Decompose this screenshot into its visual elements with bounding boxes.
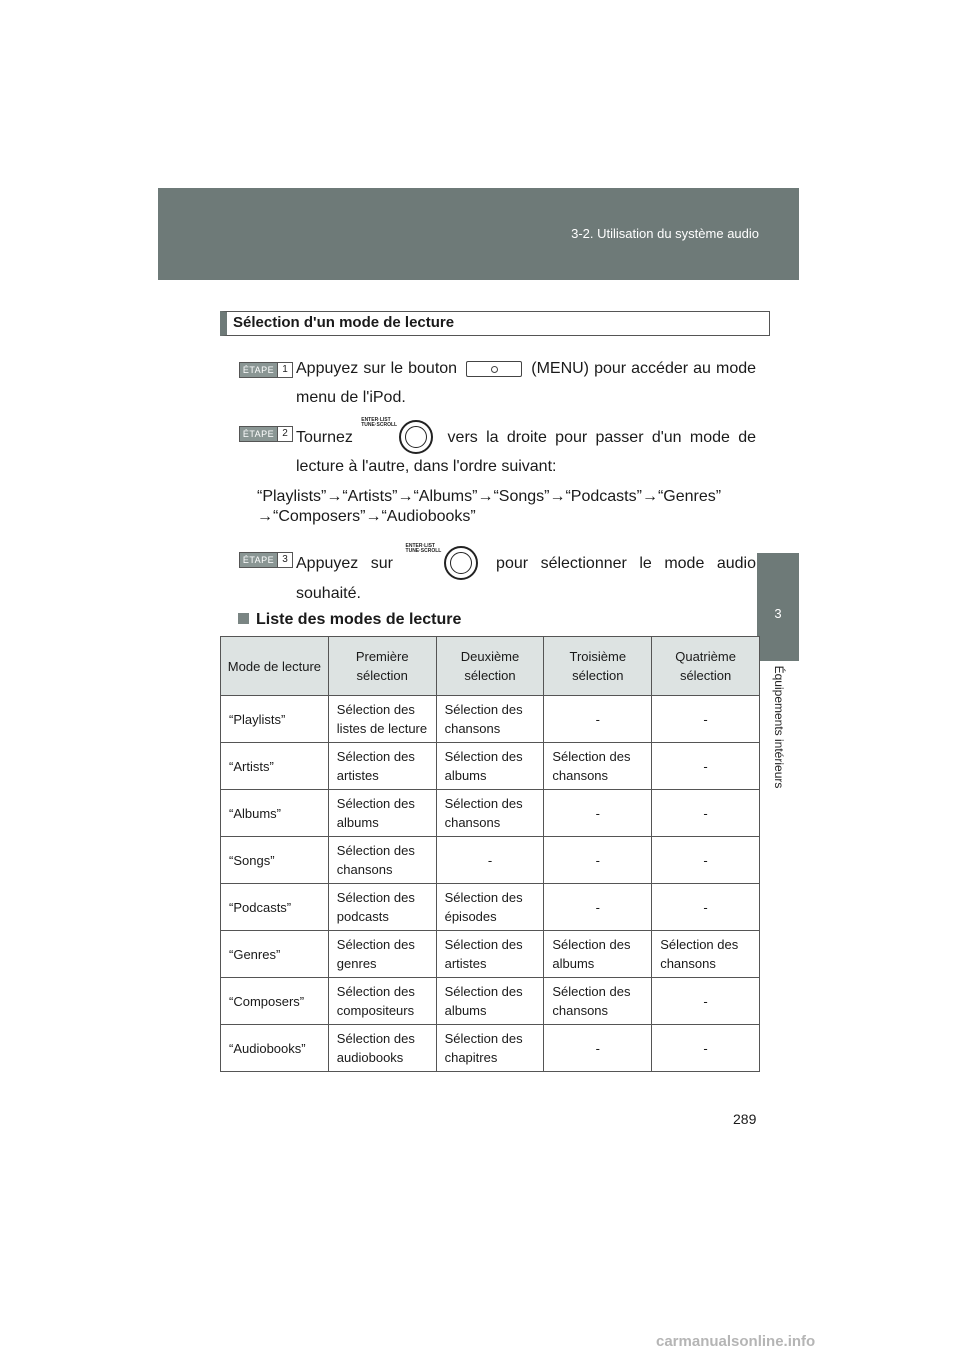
table-cell: “Audiobooks” — [221, 1025, 329, 1072]
table-cell: Sélection des albums — [436, 978, 544, 1025]
chapter-header-bar — [158, 188, 799, 280]
step-2-line2: lecture à l'autre, dans l'ordre suivant: — [296, 458, 557, 475]
table-cell: “Songs” — [221, 837, 329, 884]
table-cell: “Artists” — [221, 743, 329, 790]
table-cell: Sélection des chansons — [544, 978, 652, 1025]
table-cell: Sélection des compositeurs — [328, 978, 436, 1025]
table-row — [221, 743, 760, 790]
step-number: 1 — [277, 363, 292, 377]
table-cell: Sélection des genres — [328, 931, 436, 978]
step-2-text-before: Tournez — [296, 429, 353, 447]
mode-sequence-line1: “Playlists”→“Artists”→“Albums”→“Songs”→“Podcasts”→“Genres” — [257, 488, 722, 505]
step-badge-1 — [239, 362, 293, 378]
table-cell: Sélection des listes de lecture — [328, 696, 436, 743]
chapter-side-label-wrap — [769, 665, 789, 789]
step-1-line2: menu de l'iPod. — [296, 389, 406, 406]
table-cell: “Albums” — [221, 790, 329, 837]
table-cell: “Podcasts” — [221, 884, 329, 931]
step-3-line2: souhaité. — [296, 585, 361, 602]
table-header-row — [221, 637, 760, 696]
table-cell: - — [436, 837, 544, 884]
knob-circle-icon — [399, 420, 433, 454]
chapter-side-label: Équipements intérieurs — [772, 665, 786, 789]
table-cell: Sélection des artistes — [328, 743, 436, 790]
step-2-text-after: vers la droite pour passer d'un mode de — [447, 429, 756, 447]
table-cell: “Playlists” — [221, 696, 329, 743]
step-1-line1 — [296, 354, 756, 384]
table-cell: Sélection des épisodes — [436, 884, 544, 931]
tune-scroll-knob-icon — [406, 544, 484, 584]
table-header-cell: Quatrième sélection — [652, 637, 760, 696]
section-title: Sélection d'un mode de lecture — [220, 311, 770, 336]
table-cell: - — [544, 790, 652, 837]
table-cell: Sélection des audiobooks — [328, 1025, 436, 1072]
table-cell: - — [544, 884, 652, 931]
table-row — [221, 790, 760, 837]
knob-label: ENTER·LIST TUNE·SCROLL — [361, 417, 398, 428]
table-cell: - — [652, 1025, 760, 1072]
chapter-section-title: 3-2. Utilisation du système audio — [571, 226, 759, 241]
table-cell: - — [652, 743, 760, 790]
table-cell: Sélection des chansons — [328, 837, 436, 884]
step-3-text-before: Appuyez sur — [296, 555, 394, 573]
table-cell: - — [544, 696, 652, 743]
table-row — [221, 978, 760, 1025]
table-cell: Sélection des artistes — [436, 931, 544, 978]
table-cell: Sélection des chapitres — [436, 1025, 544, 1072]
page-number: 289 — [733, 1111, 757, 1127]
step-word: ÉTAPE — [240, 553, 277, 567]
table-row — [221, 696, 760, 743]
table-cell: Sélection des chansons — [436, 790, 544, 837]
table-cell: Sélection des albums — [544, 931, 652, 978]
mode-sequence-line2: →“Composers”→“Audiobooks” — [257, 508, 476, 525]
table-cell: Sélection des albums — [328, 790, 436, 837]
table-cell: - — [544, 837, 652, 884]
table-header-cell: Troisième sélection — [544, 637, 652, 696]
step-3-text-after: pour sélectionner le mode audio — [496, 555, 757, 573]
step-1-text-after: (MENU) pour accéder au mode — [531, 360, 757, 377]
table-row — [221, 1025, 760, 1072]
table-cell: - — [544, 1025, 652, 1072]
menu-button-icon — [466, 361, 522, 377]
table-cell: “Composers” — [221, 978, 329, 1025]
step-number: 2 — [277, 427, 292, 441]
table-cell: Sélection des podcasts — [328, 884, 436, 931]
chapter-side-tab — [757, 553, 799, 661]
watermark-footer: carmanualsonline.info — [656, 1333, 816, 1350]
table-header-cell: Première sélection — [328, 637, 436, 696]
chapter-number: 3 — [774, 606, 782, 621]
step-3-line1 — [296, 544, 756, 584]
step-word: ÉTAPE — [240, 427, 277, 441]
step-1-text-before: Appuyez sur le bouton — [296, 360, 458, 377]
table-cell: Sélection des chansons — [436, 696, 544, 743]
square-bullet-icon — [238, 613, 249, 624]
table-row — [221, 884, 760, 931]
table-cell: “Genres” — [221, 931, 329, 978]
table-cell: - — [652, 884, 760, 931]
knob-label: ENTER·LIST TUNE·SCROLL — [405, 543, 442, 554]
table-cell: - — [652, 696, 760, 743]
playback-modes-table — [220, 636, 760, 1072]
table-cell: Sélection des albums — [436, 743, 544, 790]
knob-circle-icon — [444, 546, 478, 580]
step-number: 3 — [277, 553, 292, 567]
table-row — [221, 931, 760, 978]
table-cell: - — [652, 978, 760, 1025]
subheading-text: Liste des modes de lecture — [256, 611, 462, 628]
table-body — [221, 696, 760, 1072]
table-header-cell: Deuxième sélection — [436, 637, 544, 696]
table-header-cell: Mode de lecture — [221, 637, 329, 696]
table-cell: Sélection des chansons — [652, 931, 760, 978]
table-cell: Sélection des chansons — [544, 743, 652, 790]
subheading — [238, 611, 461, 629]
table-cell: - — [652, 790, 760, 837]
table-cell: - — [652, 837, 760, 884]
step-badge-3 — [239, 552, 293, 568]
step-badge-2 — [239, 426, 293, 442]
table-row — [221, 837, 760, 884]
step-word: ÉTAPE — [240, 363, 277, 377]
